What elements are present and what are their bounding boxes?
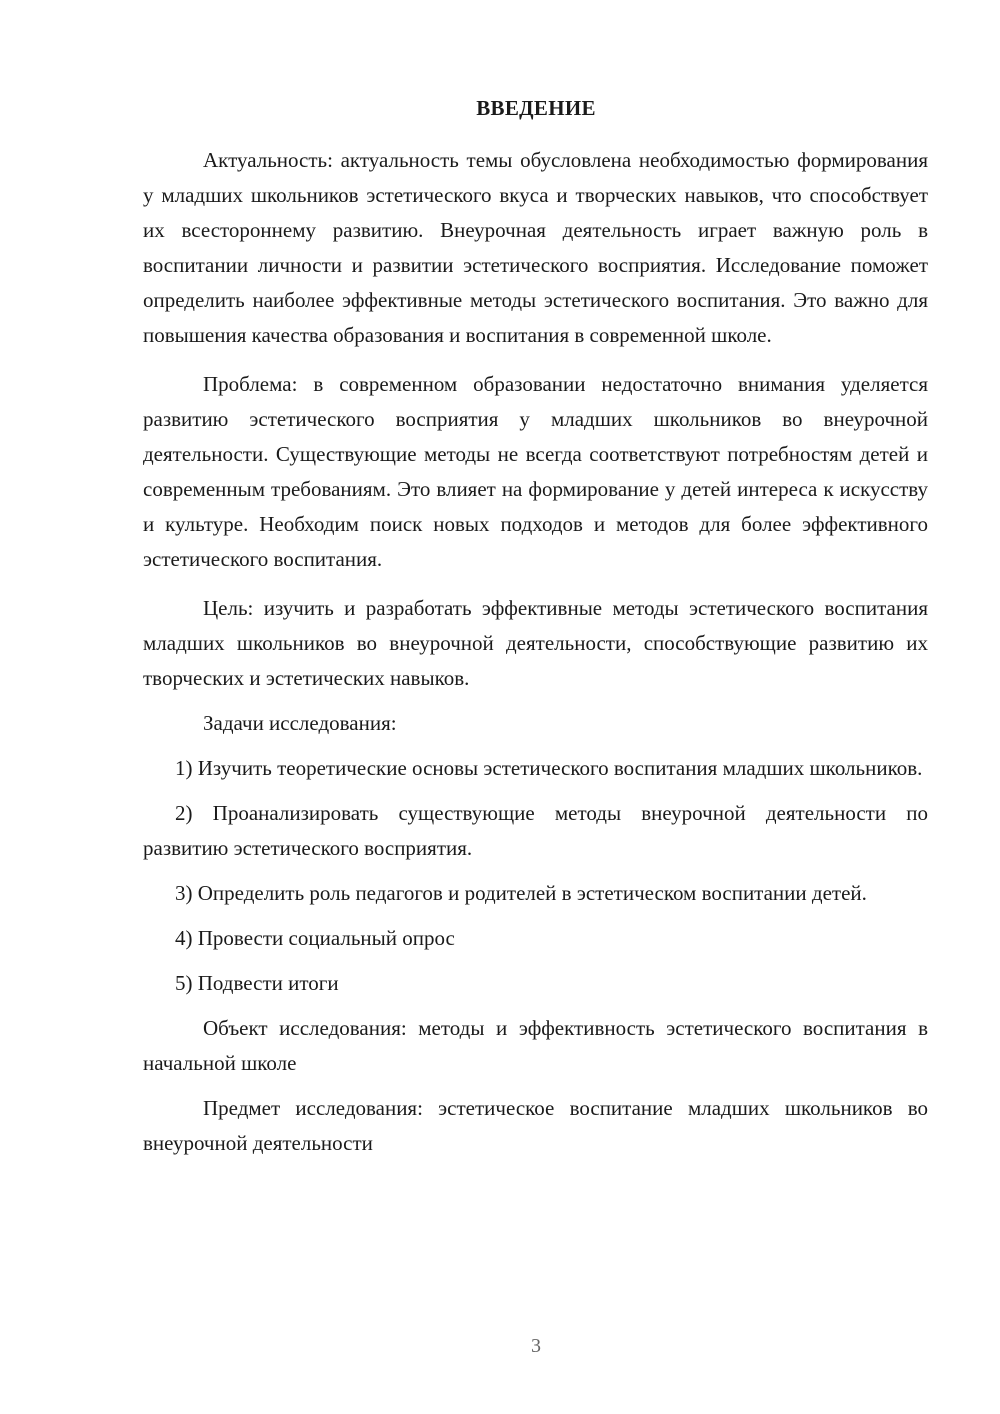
task-item-1: 1) Изучить теоретические основы эстетического воспитания младших школьников. — [175, 756, 923, 780]
task-item-2: 2) Проанализировать существующие методы внеурочной деятельности по развитию эстетического восприятия. — [143, 801, 928, 860]
task-item-5: 5) Подвести итоги — [175, 971, 339, 995]
paragraph-object: Объект исследования: методы и эффективность эстетического воспитания в начальной школе — [143, 1016, 928, 1075]
document-body — [143, 143, 928, 1161]
page-title: ВВЕДЕНИЕ — [476, 96, 596, 120]
task-item-3: 3) Определить роль педагогов и родителей в эстетическом воспитании детей. — [175, 881, 867, 905]
paragraph-problem: Проблема: в современном образовании недостаточно внимания уделяется развитию эстетического восприятия у младших школьников во внеурочной деятельности. Существующие методы не всегда соответствуют потребностям детей и современным требованиям. Это влияет на формирование у детей интереса к искусству и культуре. Необходим поиск новых подходов и методов для более эффективного эстетического воспитания. — [143, 372, 928, 571]
tasks-heading: Задачи исследования: — [203, 711, 397, 735]
paragraph-subject: Предмет исследования: эстетическое воспитание младших школьников во внеурочной деятельности — [143, 1096, 928, 1155]
task-item-4: 4) Провести социальный опрос — [175, 926, 455, 950]
page-number: 3 — [531, 1335, 541, 1357]
paragraph-goal: Цель: изучить и разработать эффективные методы эстетического воспитания младших школьников во внеурочной деятельности, способствующие развитию их творческих и эстетических навыков. — [143, 596, 928, 690]
paragraph-relevance: Актуальность: актуальность темы обусловлена необходимостью формирования у младших школьников эстетического вкуса и творческих навыков, что способствует их всестороннему развитию. Внеурочная деятельность играет важную роль в воспитании личности и развитии эстетического восприятия. Исследование поможет определить наиболее эффективные методы эстетического воспитания. Это важно для повышения качества образования и воспитания в современной школе. — [143, 148, 928, 347]
